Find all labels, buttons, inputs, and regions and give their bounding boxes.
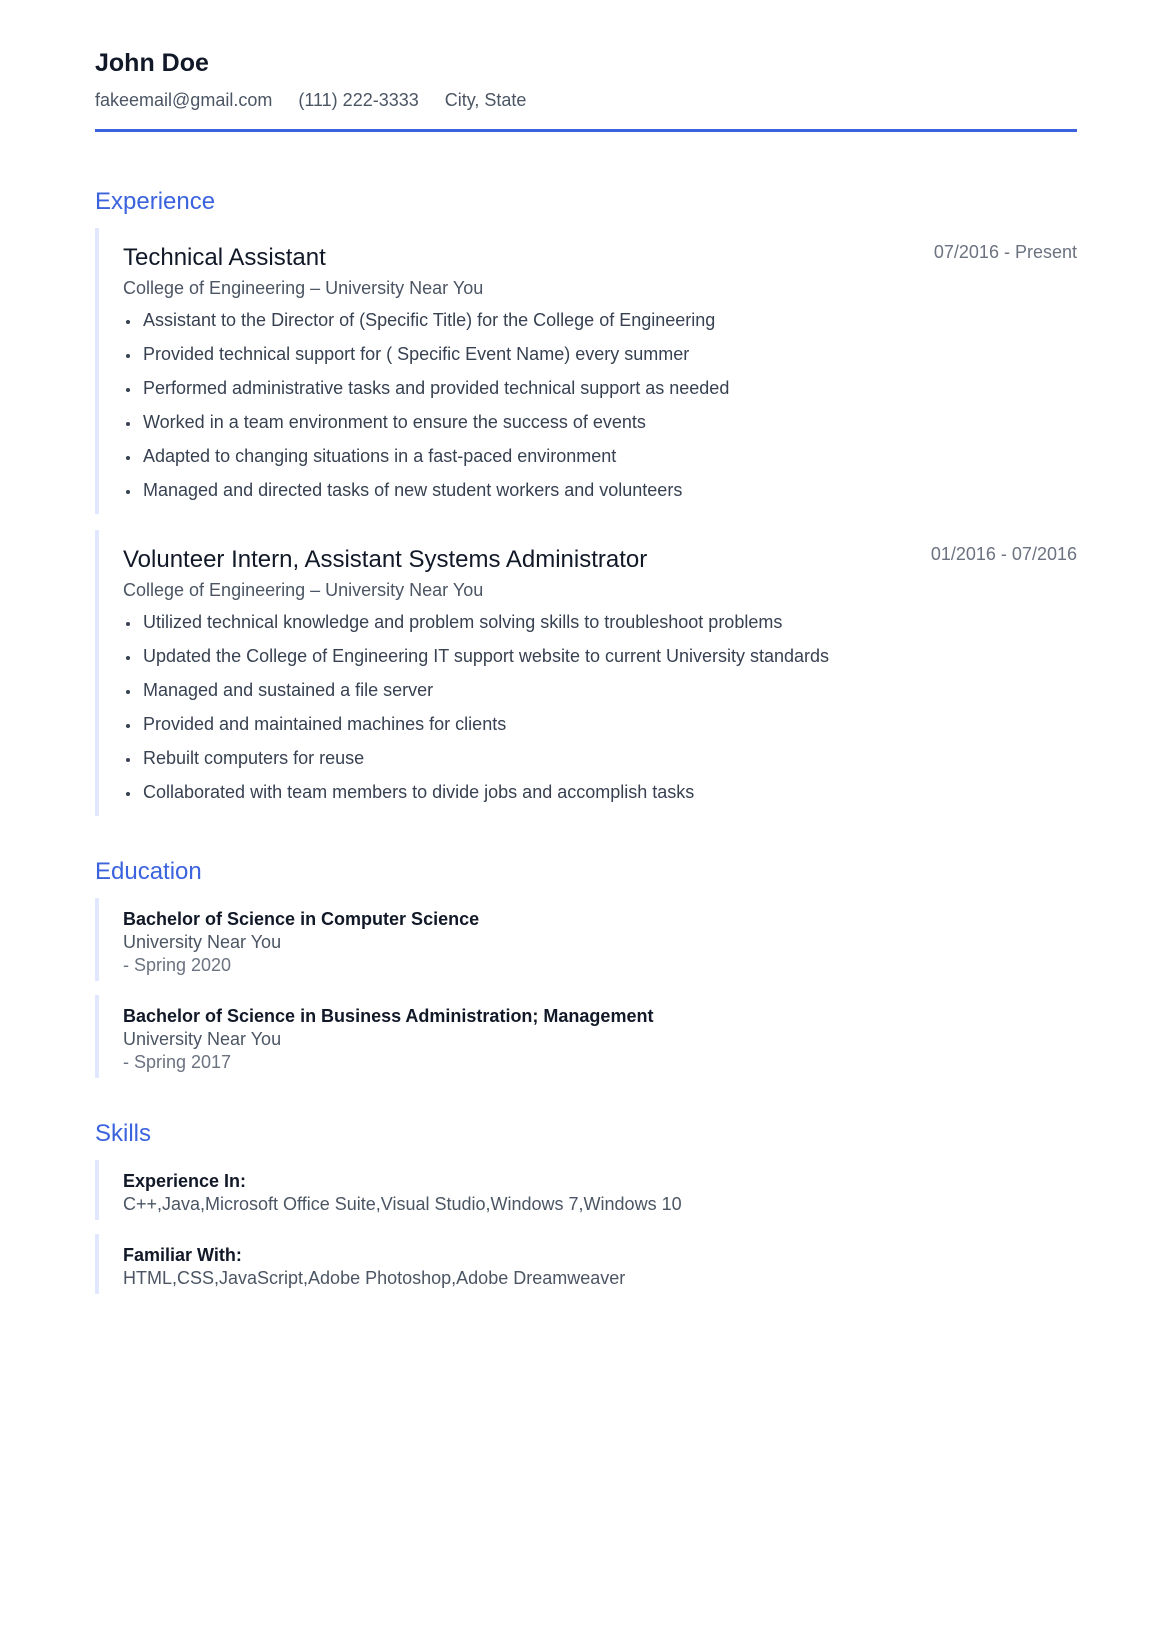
job-date: 07/2016 - Present bbox=[933, 242, 1077, 262]
job-title: Volunteer Intern, Assistant Systems Administrator bbox=[123, 546, 648, 573]
job-bullets bbox=[123, 610, 1077, 814]
job-organization: College of Engineering – University Near You bbox=[123, 580, 484, 600]
job-entry bbox=[95, 228, 1077, 514]
education-entry bbox=[95, 898, 1077, 981]
contact-phone: (111) 222-3333 bbox=[298, 90, 419, 110]
job-bullet: Provided and maintained machines for clients bbox=[123, 712, 1077, 746]
skill-group bbox=[95, 1234, 1077, 1294]
job-bullet: Adapted to changing situations in a fast-paced environment bbox=[123, 444, 1077, 478]
section-title-education: Education bbox=[95, 858, 202, 885]
graduation-date: - Spring 2020 bbox=[123, 955, 232, 975]
contact-line bbox=[95, 88, 1077, 112]
section-title-skills: Skills bbox=[95, 1120, 152, 1147]
job-bullet: Assistant to the Director of (Specific Title) for the College of Engineering bbox=[123, 308, 1077, 342]
job-bullet: Worked in a team environment to ensure the success of events bbox=[123, 410, 1077, 444]
job-bullet: Provided technical support for ( Specific Event Name) every summer bbox=[123, 342, 1077, 376]
school-name: University Near You bbox=[123, 932, 282, 952]
degree-name: Bachelor of Science in Business Administration; Management bbox=[123, 1006, 654, 1026]
job-bullet: Rebuilt computers for reuse bbox=[123, 746, 1077, 780]
skill-group-list: C++,Java,Microsoft Office Suite,Visual Studio,Windows 7,Windows 10 bbox=[123, 1194, 682, 1214]
job-entry bbox=[95, 530, 1077, 816]
job-bullet: Updated the College of Engineering IT support website to current University standards bbox=[123, 644, 1077, 678]
degree-name: Bachelor of Science in Computer Science bbox=[123, 909, 480, 929]
resume-header bbox=[95, 0, 1077, 132]
school-name: University Near You bbox=[123, 1029, 282, 1049]
job-bullet: Utilized technical knowledge and problem solving skills to troubleshoot problems bbox=[123, 610, 1077, 644]
skill-group-label: Familiar With: bbox=[123, 1245, 242, 1265]
skill-group-label: Experience In: bbox=[123, 1171, 247, 1191]
skills-section bbox=[95, 1118, 1077, 1294]
graduation-date: - Spring 2017 bbox=[123, 1052, 232, 1072]
experience-section bbox=[95, 186, 1077, 816]
job-bullets bbox=[123, 308, 1077, 512]
job-organization: College of Engineering – University Near You bbox=[123, 278, 484, 298]
job-bullet: Collaborated with team members to divide jobs and accomplish tasks bbox=[123, 780, 1077, 814]
job-date: 01/2016 - 07/2016 bbox=[930, 544, 1077, 564]
candidate-name: John Doe bbox=[95, 49, 209, 77]
contact-email: fakeemail@gmail.com bbox=[95, 90, 273, 110]
skill-group bbox=[95, 1160, 1077, 1220]
job-bullet: Performed administrative tasks and provided technical support as needed bbox=[123, 376, 1077, 410]
contact-location: City, State bbox=[444, 90, 527, 110]
job-bullet: Managed and sustained a file server bbox=[123, 678, 1077, 712]
job-title: Technical Assistant bbox=[123, 244, 326, 271]
section-title-experience: Experience bbox=[95, 188, 216, 215]
skill-group-list: HTML,CSS,JavaScript,Adobe Photoshop,Adobe Dreamweaver bbox=[123, 1268, 626, 1288]
education-section bbox=[95, 856, 1077, 1078]
job-bullet: Managed and directed tasks of new student workers and volunteers bbox=[123, 478, 1077, 512]
header-divider bbox=[95, 129, 1077, 132]
education-entry bbox=[95, 995, 1077, 1078]
